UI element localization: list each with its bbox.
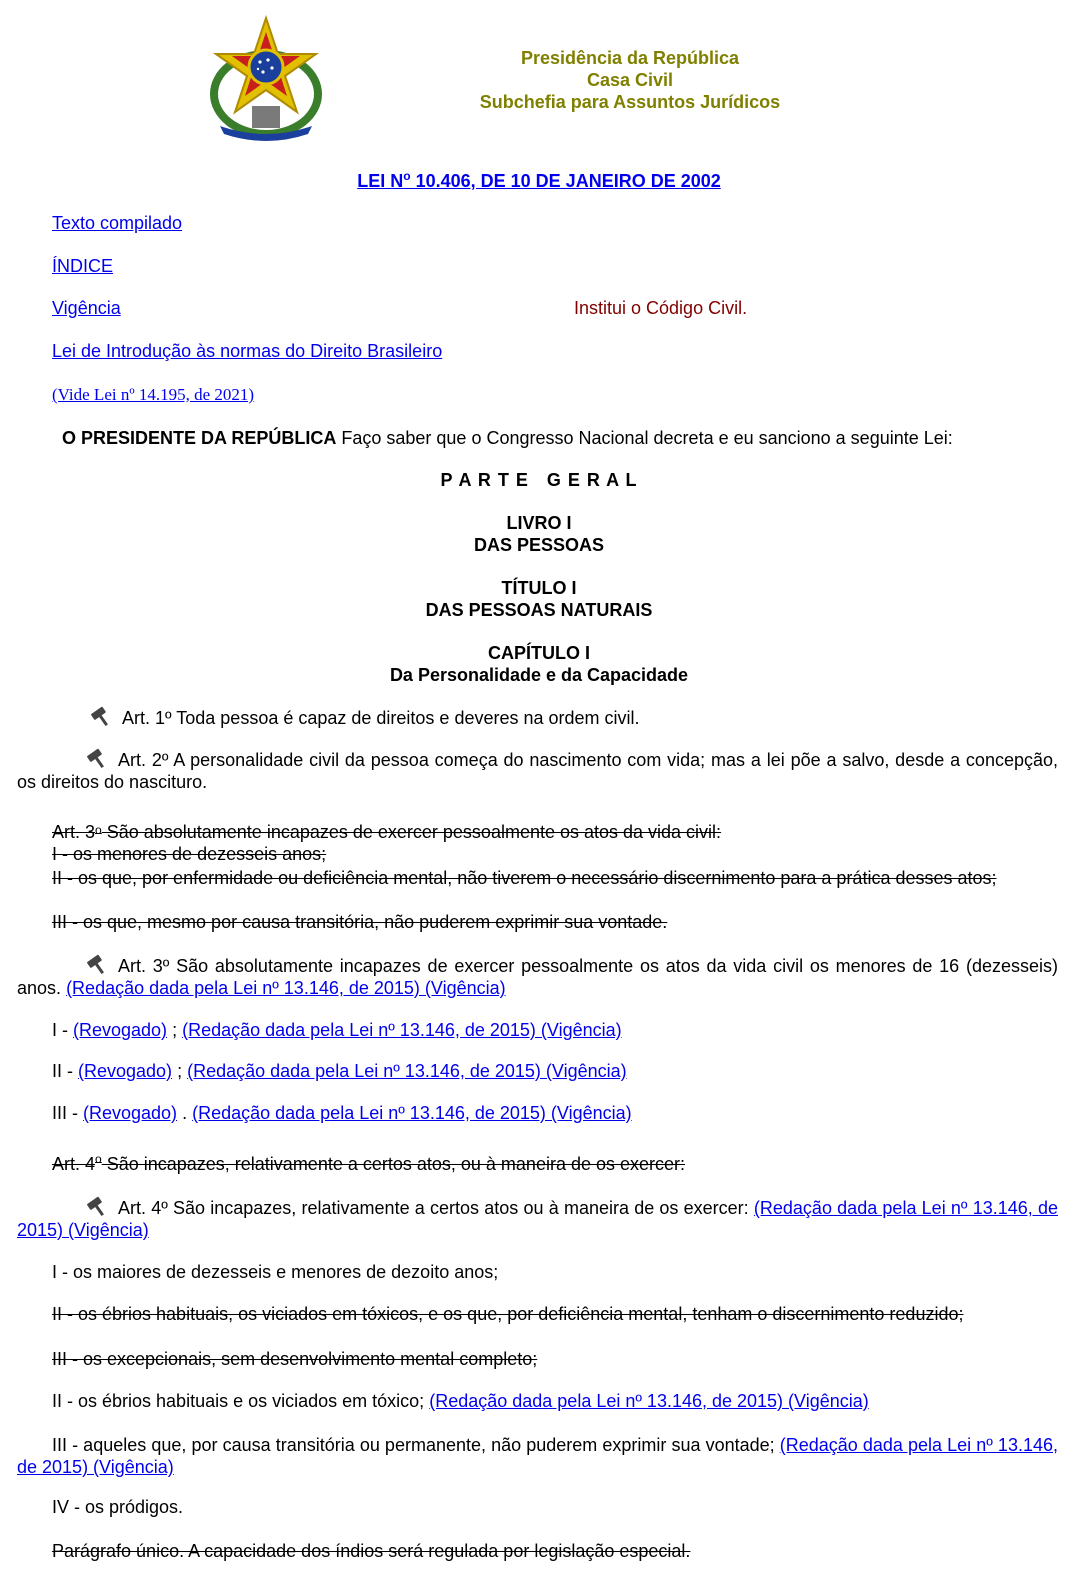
art-2: Art. 2º A personalidade civil da pessoa começa do nascimento com vida; mas a lei põe a salvo, desde a concepção, os direitos do nascituro. — [17, 750, 1058, 792]
link-texto-compilado[interactable]: Texto compilado — [52, 213, 183, 233]
preambulo-text: Faço saber que o Congresso Nacional decreta e eu sanciono a seguinte Lei: — [336, 428, 953, 448]
law-title-link[interactable]: LEI $N^o$ 10.406, DE 10 DE JANEIRO DE 2002 — [357, 169, 721, 191]
link-indice[interactable]: ÍNDICE — [52, 256, 114, 276]
header-casa-civil: Casa Civil — [586, 70, 674, 90]
link-lindb[interactable]: Lei de Introdução às normas do Direito Brasileiro — [52, 341, 443, 361]
gavel-icon[interactable] — [84, 1196, 110, 1218]
titulo-heading — [0, 577, 1078, 621]
brasao-emblem — [208, 14, 324, 144]
gavel-icon[interactable] — [88, 706, 114, 728]
art-3-old-head: Art. 3$^o$ São absolutamente incapazes de exercer pessoalmente os atos da vida civil: — [52, 822, 722, 842]
art-4-old-head: Art. 4$^o$ São incapazes, relativamente a certos atos, ou à maneira de os exercer: — [52, 1152, 686, 1174]
livro-heading — [0, 512, 1078, 556]
gavel-icon[interactable] — [84, 954, 110, 976]
art-3-item-iii: III - (Revogado) . (Redação dada pela Lei nº 13.146, de 2015) (Vigência) — [52, 1103, 632, 1123]
redacao-link[interactable]: (Redação dada pela Lei nº 13.146, de 2015) (Vigência) — [192, 1103, 632, 1123]
art-1: Art. 1º Toda pessoa é capaz de direitos e deveres na ordem civil. — [88, 706, 640, 729]
art-4-item-ii: II - os ébrios habituais e os viciados em tóxico; (Redação dada pela Lei nº 13.146, de 2015) (Vigência) — [52, 1391, 869, 1411]
ementa: Institui o Código Civil. — [574, 298, 748, 318]
art-3: Art. 3º São absolutamente incapazes de exercer pessoalmente os atos da vida civil os menores de 16 (dezesseis) anos. (Redação dada pela Lei nº 13.146, de 2015) (Vigência) — [17, 956, 1058, 998]
art-4-old-item-ii: II - os ébrios habituais, os viciados em tóxicos, e os que, por deficiência mental, tenham o discernimento reduzido; — [52, 1304, 964, 1324]
art-3-old-item-i: I - os menores de dezesseis anos; — [52, 844, 327, 864]
gavel-icon[interactable] — [84, 748, 110, 770]
redacao-link[interactable]: (Redação dada pela Lei nº 13.146, de 2015) (Vigência) — [182, 1020, 622, 1040]
art-4-item-i: I - os maiores de dezesseis e menores de dezoito anos; — [52, 1262, 499, 1282]
capitulo-title: Da Personalidade e da Capacidade — [389, 665, 689, 685]
art-3-redacao-link[interactable]: (Redação dada pela Lei nº 13.146, de 2015) (Vigência) — [66, 978, 506, 998]
header-subchefia: Subchefia para Assuntos Jurídicos — [479, 92, 781, 112]
titulo-title: DAS PESSOAS NATURAIS — [425, 600, 653, 620]
livro-title: DAS PESSOAS — [473, 535, 605, 555]
art-4-item-iv: IV - os pródigos. — [52, 1497, 184, 1517]
header-block — [420, 47, 840, 113]
paragrafo-unico-old: Parágrafo único. A capacidade dos índios será regulada por legislação especial. — [52, 1541, 691, 1561]
redacao-link[interactable]: (Redação dada pela Lei nº 13.146, de 2015) (Vigência) — [187, 1061, 627, 1081]
link-vigencia[interactable]: Vigência — [52, 298, 121, 318]
titulo-number: TÍTULO I — [501, 578, 577, 598]
link-vide-lei[interactable]: (Vide Lei nº 14.195, de 2021) — [52, 385, 255, 404]
art-3-old-item-iii: III - os que, mesmo por causa transitória, não puderem exprimir sua vontade. — [52, 912, 668, 932]
art-4-redacao-link[interactable]: (Redação dada pela Lei nº 13.146, de 2015) (Vigência) — [17, 1198, 1058, 1240]
art-4: Art. 4º São incapazes, relativamente a certos atos ou à maneira de os exercer: (Redação dada pela Lei nº 13.146, de 2015) (Vigência) — [17, 1198, 1058, 1240]
art-4-iii-redacao-link[interactable]: (Redação dada pela Lei nº 13.146, de 2015) (Vigência) — [17, 1435, 1058, 1477]
art-3-item-ii: II - (Revogado) ; (Redação dada pela Lei nº 13.146, de 2015) (Vigência) — [52, 1061, 627, 1081]
revogado-link[interactable]: (Revogado) — [73, 1020, 168, 1040]
preambulo-bold: O PRESIDENTE DA REPÚBLICA — [62, 428, 337, 448]
livro-number: LIVRO I — [506, 513, 572, 533]
revogado-link[interactable]: (Revogado) — [78, 1061, 173, 1081]
art-4-item-iii: III - aqueles que, por causa transitória ou permanente, não puderem exprimir sua vontade; (Redação dada pela Lei nº 13.146, de 2015) (Vigência) — [17, 1435, 1058, 1477]
parte-geral-heading: P A R T E G E R A L — [440, 470, 638, 490]
art-4-old-item-iii: III - os excepcionais, sem desenvolvimento mental completo; — [52, 1349, 538, 1369]
header-presidencia: Presidência da República — [520, 48, 740, 68]
capitulo-number: CAPÍTULO I — [488, 643, 590, 663]
revogado-link[interactable]: (Revogado) — [83, 1103, 178, 1123]
art-3-old-item-ii: II - os que, por enfermidade ou deficiência mental, não tiverem o necessário discernimento para a prática desses atos; — [52, 868, 997, 888]
art-4-ii-redacao-link[interactable]: (Redação dada pela Lei nº 13.146, de 2015) (Vigência) — [429, 1391, 869, 1411]
preambulo — [62, 428, 953, 449]
art-3-item-i: I - (Revogado) ; (Redação dada pela Lei nº 13.146, de 2015) (Vigência) — [52, 1020, 622, 1040]
law-title[interactable] — [0, 171, 1078, 192]
capitulo-heading — [0, 642, 1078, 686]
